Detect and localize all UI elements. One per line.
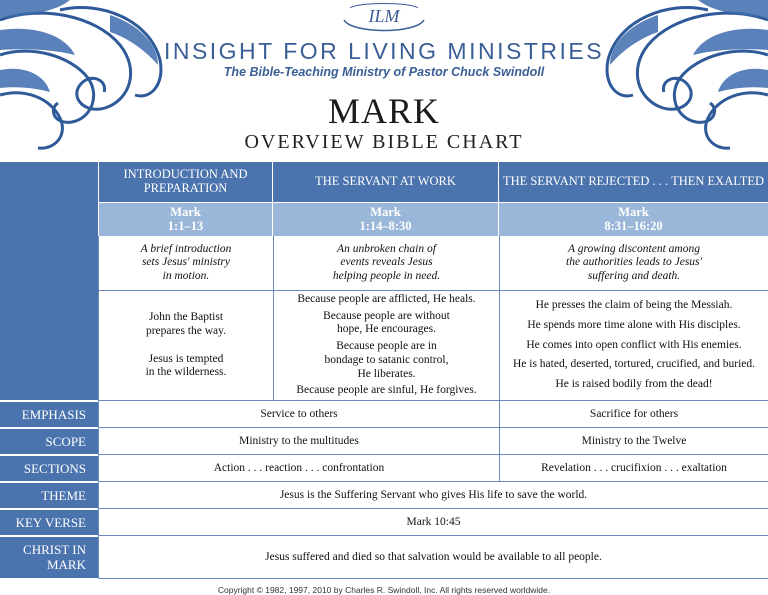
detail-item: He comes into open conflict with His enemies. <box>526 338 742 351</box>
reference-range: 1:14–8:30 <box>359 218 412 233</box>
reference-intro <box>99 203 272 236</box>
reference-range: 1:1–13 <box>167 218 204 233</box>
reference-book: Mark <box>370 205 401 220</box>
details-intro <box>98 291 273 400</box>
org-tagline: The Bible-Teaching Ministry of Pastor Chuck Swindoll <box>223 65 545 79</box>
reference-range: 8:31–16:20 <box>604 218 663 233</box>
detail-item: John the Baptist prepares the way. <box>145 310 227 337</box>
ilm-logo-icon <box>338 0 430 36</box>
christ-value: Jesus suffered and died so that salvation would be available to all people. <box>98 536 768 578</box>
emphasis-left: Service to others <box>98 401 499 427</box>
details-work <box>273 291 499 400</box>
sections-left: Action . . . reaction . . . confrontation <box>98 455 499 481</box>
reference-book: Mark <box>170 205 201 220</box>
divider <box>98 578 768 579</box>
row-label-key-verse: KEY VERSE <box>0 509 98 535</box>
detail-item: Because people are without hope, He encourages. <box>323 309 450 336</box>
reference-work <box>273 203 498 236</box>
row-label-sections: SECTIONS <box>0 455 98 481</box>
logo-monogram: ILM <box>368 6 400 26</box>
detail-item: He spends more time alone with His disciples. <box>527 318 741 331</box>
detail-item: Because people are in bondage to satanic control, He liberates. <box>324 340 449 380</box>
reference-rejected <box>499 203 768 236</box>
label-column-top <box>0 162 98 400</box>
chart-header <box>0 0 768 160</box>
chart-title: OVERVIEW BIBLE CHART <box>244 131 524 153</box>
heading-introduction: INTRODUCTION AND PREPARATION <box>99 162 272 202</box>
detail-item: Jesus is tempted in the wilderness. <box>145 352 227 379</box>
summary-intro: A brief introduction sets Jesus' ministry in motion. <box>98 236 273 290</box>
row-label-emphasis: EMPHASIS <box>0 401 98 427</box>
org-name: INSIGHT FOR LIVING MINISTRIES <box>163 38 605 64</box>
scope-left: Ministry to the multitudes <box>98 428 499 454</box>
book-title: MARK <box>327 91 441 131</box>
detail-item: Because people are afflicted, He heals. <box>297 292 476 305</box>
summary-rejected: A growing discontent among the authorities leads to Jesus' suffering and death. <box>499 236 768 290</box>
copyright: Copyright © 1982, 1997, 2010 by Charles R. Swindoll, Inc. All rights reserved worldwide. <box>217 585 551 595</box>
detail-item: He presses the claim of being the Messiah. <box>535 299 733 311</box>
details-rejected <box>499 291 768 400</box>
heading-servant-at-work: THE SERVANT AT WORK <box>273 162 498 202</box>
emphasis-right: Sacrifice for others <box>499 401 768 427</box>
detail-item: Because people are sinful, He forgives. <box>296 384 477 397</box>
heading-servant-rejected: THE SERVANT REJECTED . . . THEN EXALTED <box>499 162 768 202</box>
scope-right: Ministry to the Twelve <box>499 428 768 454</box>
theme-value: Jesus is the Suffering Servant who gives His life to save the world. <box>98 482 768 508</box>
summary-work: An unbroken chain of events reveals Jesus helping people in need. <box>273 236 499 290</box>
row-label-theme: THEME <box>0 482 98 508</box>
detail-item: He is hated, deserted, tortured, crucified, and buried. <box>512 358 756 371</box>
row-label-christ: CHRIST IN MARK <box>0 536 98 578</box>
sections-right: Revelation . . . crucifixion . . . exaltation <box>499 455 768 481</box>
detail-item: He is raised bodily from the dead! <box>555 378 713 391</box>
reference-book: Mark <box>618 205 649 220</box>
key-verse-value: Mark 10:45 <box>98 509 768 535</box>
row-label-scope: SCOPE <box>0 428 98 454</box>
